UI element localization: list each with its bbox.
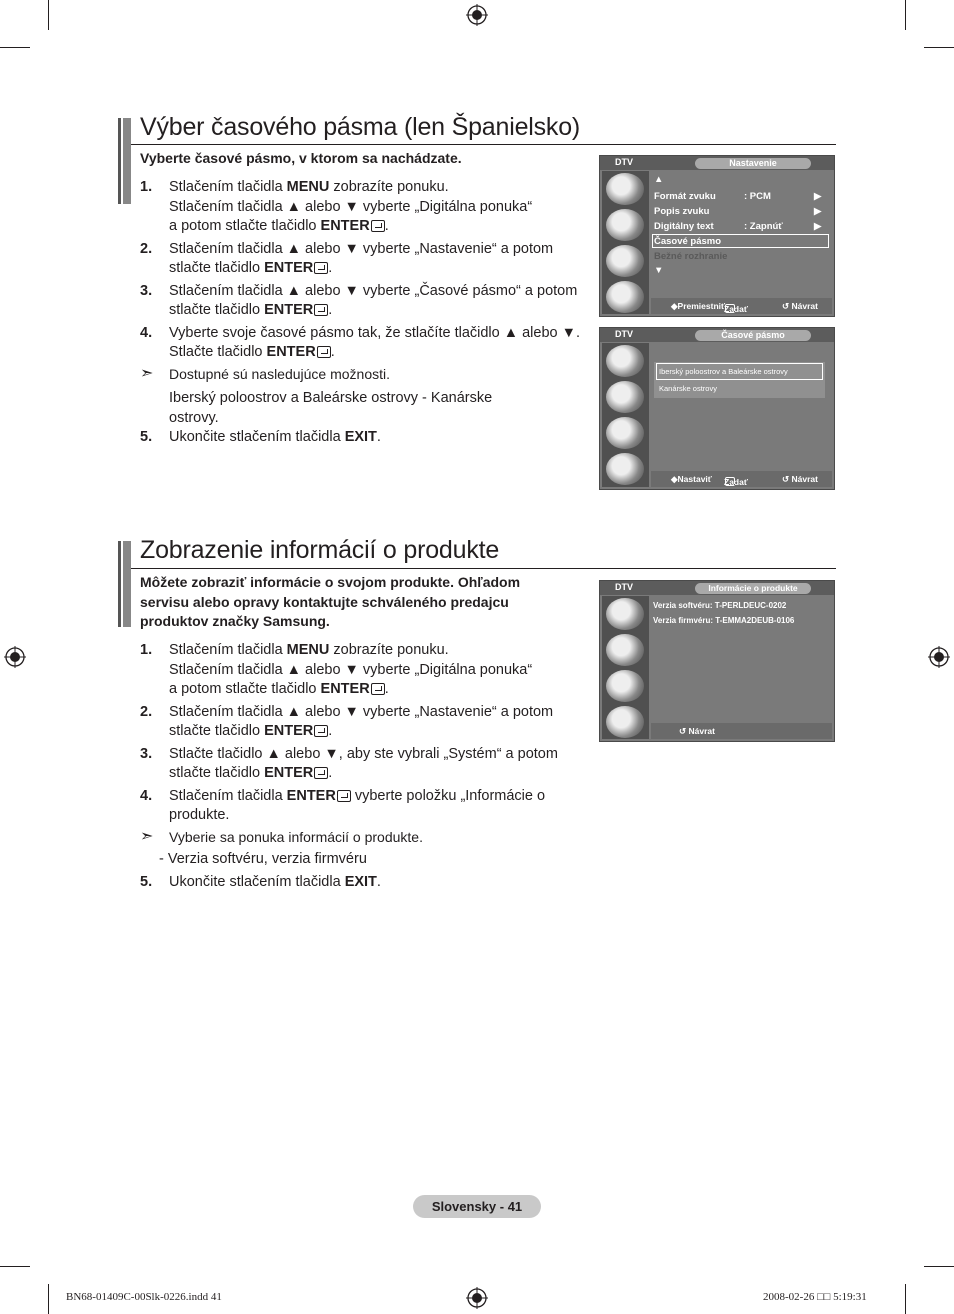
input-icon [606, 281, 644, 313]
list-item: 5. Ukončite stlačením tlačidla EXIT. [140, 873, 381, 890]
menu-sidebar [602, 171, 649, 314]
section-rule [131, 568, 836, 569]
sound-icon [606, 381, 644, 413]
firmware-version: Verzia firmvéru: T-EMMA2DEUB-0106 [653, 616, 795, 625]
list-item: 4. Vyberte svoje časové pásmo tak, že stlačíte tlačidlo ▲ alebo ▼. Stlačte tlačidlo ENTER . [140, 324, 580, 360]
tv-screen-setup: DTV Nastavenie ▲ Formát zvuku : PCM ▶ Popis zvuku ▶ Digitálny text : Zapnúť ▶ Časové pásmo Bežné rozhranie ▼ ◆Premiestniť Zadať ↺ Návrat [599, 155, 835, 317]
section-title: Výber časového pásma (len Španielsko) [140, 113, 581, 141]
list-item: 1. Stlačením tlačidla MENU zobrazíte ponuku. Stlačením tlačidla ▲ alebo ▼ vyberte „Digitálna ponuka“ a potom stlačte tlačidlo ENTER . [140, 642, 533, 697]
picture-icon [606, 598, 644, 630]
section-title: Zobrazenie informácií o produkte [140, 536, 500, 564]
registration-mark-icon [466, 1287, 488, 1309]
enter-icon [314, 725, 328, 737]
menu-sidebar [602, 596, 649, 739]
registration-mark-icon [466, 4, 488, 26]
enter-icon [314, 262, 328, 274]
list-item: 4. Stlačením tlačidla ENTER vyberte položku „Informácie o produkte. [140, 787, 546, 823]
input-icon [606, 453, 644, 485]
tv-screen-timezone: DTV Časové pásmo Iberský poloostrov a Baleárske ostrovy Kanárske ostrovy ◆Nastaviť Zadať ↺ Návrat [599, 327, 835, 490]
crop-mark [905, 0, 906, 30]
section-intro: Vyberte časové pásmo, v ktorom sa nachádzate. [140, 150, 462, 166]
note-arrow-icon: ➣ [140, 364, 154, 382]
crop-mark [0, 47, 30, 48]
crop-mark [48, 0, 49, 30]
list-item: 3. Stlačte tlačidlo ▲ alebo ▼, aby ste vybrali „Systém“ a potom stlačte tlačidlo ENTER . [140, 745, 558, 781]
footer-file: BN68-01409C-00Slk-0226.indd 41 [66, 1291, 222, 1303]
picture-icon [606, 173, 644, 205]
menu-sidebar [602, 343, 649, 487]
footer-date: 2008-02-26 □□ 5:19:31 [763, 1291, 867, 1303]
crop-mark [924, 1266, 954, 1267]
menu-tab: Časové pásmo [695, 330, 811, 341]
picture-icon [606, 345, 644, 377]
registration-mark-icon [4, 646, 26, 668]
list-item: 5. Ukončite stlačením tlačidla EXIT. [140, 429, 381, 445]
note: ➣ Dostupné sú nasledujúce možnosti. Iberský poloostrov a Baleárske ostrovy - Kanárske ostrovy. [140, 364, 493, 426]
hint-bar: ◆Nastaviť Zadať ↺ Návrat [651, 471, 832, 487]
section-rule [131, 144, 836, 145]
step-list [140, 178, 595, 451]
setup-icon [606, 245, 644, 277]
tv-screen-product-info: DTV Informácie o produkte Verzia softvéru: T-PERLDEUC-0202 Verzia firmvéru: T-EMMA2DEUB-0106 ↺ Návrat [599, 580, 835, 742]
section-intro: Môžete zobraziť informácie o svojom produkte. Ohľadom servisu alebo opravy kontaktujte schváleného predajcu produktov značky Samsung. [140, 574, 521, 629]
menu-tab: Nastavenie [695, 158, 811, 169]
menu-tab: Informácie o produkte [695, 583, 811, 594]
crop-mark [0, 1266, 30, 1267]
setup-icon [606, 670, 644, 702]
list-item: 1. Stlačením tlačidla MENU zobrazíte ponuku. Stlačením tlačidla ▲ alebo ▼ vyberte „Digitálna ponuka“ a potom stlačte tlačidlo ENTER . [140, 179, 533, 234]
hint-bar: ↺ Návrat [651, 723, 832, 739]
sound-icon [606, 209, 644, 241]
enter-icon [317, 346, 331, 358]
enter-icon [314, 304, 328, 316]
registration-mark-icon [928, 646, 950, 668]
enter-icon [371, 683, 385, 695]
input-icon [606, 706, 644, 738]
section-bar [118, 118, 131, 204]
crop-mark [924, 47, 954, 48]
enter-icon [337, 790, 351, 802]
note-arrow-icon: ➣ [140, 827, 154, 845]
note: ➣ Vyberie sa ponuka informácií o produkte. - Verzia softvéru, verzia firmvéru [140, 827, 423, 867]
enter-icon [371, 220, 385, 232]
list-item: 2. Stlačením tlačidla ▲ alebo ▼ vyberte „Nastavenie“ a potom stlačte tlačidlo ENTER . [140, 703, 554, 739]
hint-bar: ◆Premiestniť Zadať ↺ Návrat [651, 298, 832, 314]
crop-mark [48, 1284, 49, 1314]
crop-mark [905, 1284, 906, 1314]
section-bar [118, 541, 131, 627]
setup-icon [606, 417, 644, 449]
software-version: Verzia softvéru: T-PERLDEUC-0202 [653, 601, 787, 610]
list-item: 2. Stlačením tlačidla ▲ alebo ▼ vyberte „Nastavenie“ a potom stlačte tlačidlo ENTER . [140, 240, 554, 276]
sound-icon [606, 634, 644, 666]
step-list [140, 641, 595, 895]
enter-icon [314, 767, 328, 779]
list-item: 3. Stlačením tlačidla ▲ alebo ▼ vyberte „Časové pásmo“ a potom stlačte tlačidlo ENTER . [140, 282, 578, 318]
page-number: Slovensky - 41 [413, 1195, 541, 1218]
